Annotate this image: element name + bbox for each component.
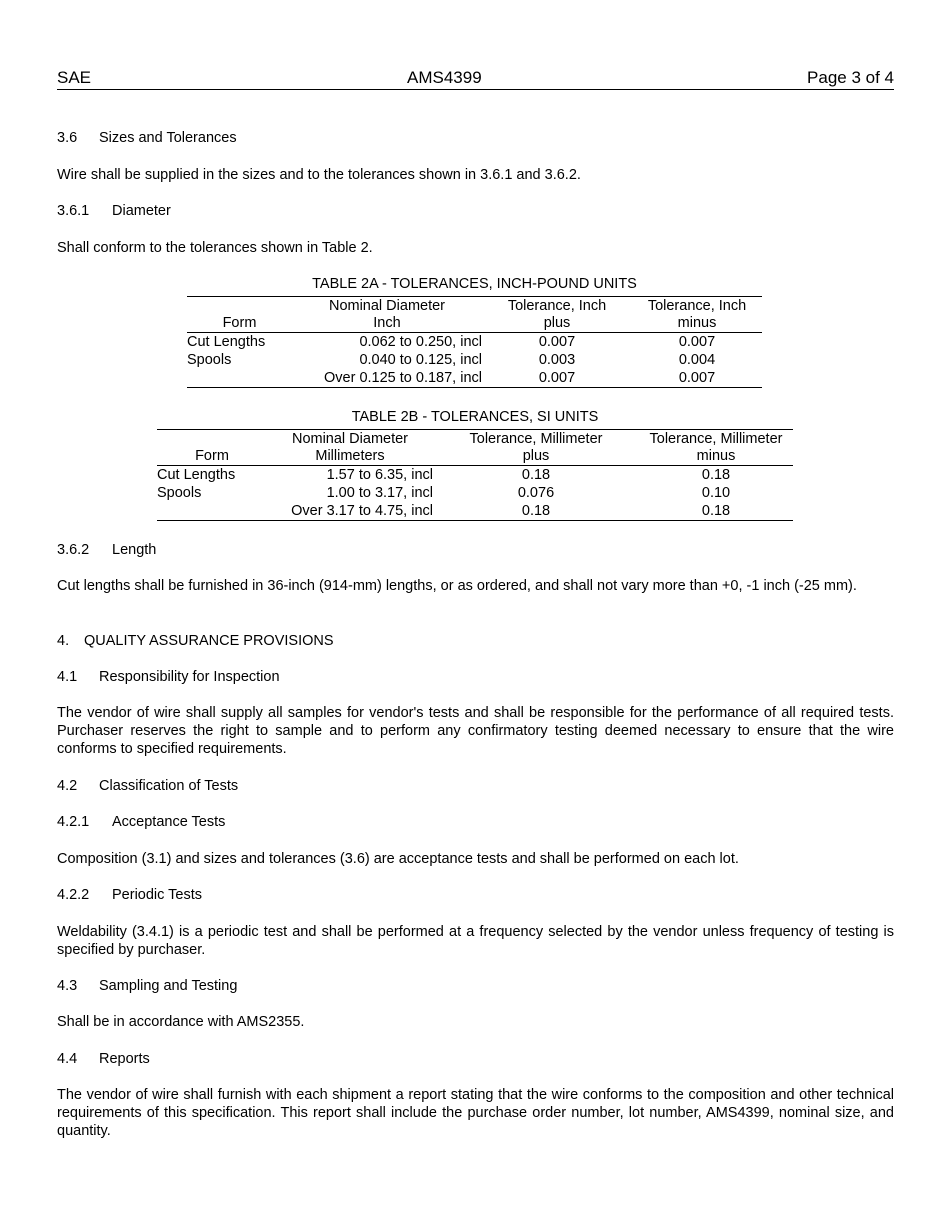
header-page-number: Page 3 of 4 (807, 68, 894, 87)
cell-form: Spools (157, 485, 202, 501)
section-4-2-2-text: Weldability (3.4.1) is a periodic test and shall be performed at a frequency selected by the vendor unless frequency of testing is specified by purchaser. (57, 924, 894, 958)
table-row (187, 369, 762, 388)
cell-diameter: Over 3.17 to 4.75, incl (291, 503, 433, 519)
cell-plus: 0.076 (517, 485, 555, 501)
section-title: Periodic Tests (112, 887, 202, 903)
cell-minus: 0.004 (678, 352, 716, 368)
cell-diameter: Over 0.125 to 0.187, incl (324, 370, 482, 386)
table-2a-caption: TABLE 2A - TOLERANCES, INCH-POUND UNITS (312, 276, 637, 292)
cell-form (157, 502, 267, 521)
section-number: 3.6.2 (57, 542, 90, 558)
header-form: Form (195, 448, 229, 464)
table-row (157, 484, 793, 502)
section-4-2-1-text: Composition (3.1) and sizes and tolerances (3.6) are acceptance tests and shall be performed on each lot. (57, 851, 739, 867)
section-number: 4.1 (57, 669, 78, 685)
cell-minus: 0.18 (701, 503, 731, 519)
section-title: Sampling and Testing (99, 978, 238, 994)
section-title: QUALITY ASSURANCE PROVISIONS (84, 633, 334, 649)
header-tolerance-minus: Tolerance, Inch minus (647, 298, 747, 331)
cell-form: Cut Lengths (187, 334, 266, 350)
section-4-2-1-heading (57, 813, 894, 831)
cell-diameter: 1.00 to 3.17, incl (326, 485, 433, 501)
cell-diameter: 1.57 to 6.35, incl (326, 467, 433, 483)
cell-form: Spools (187, 352, 232, 368)
cell-plus: 0.007 (538, 334, 576, 350)
section-number: 4.2 (57, 778, 78, 794)
section-4-1-text: The vendor of wire shall supply all samples for vendor's tests and shall be responsible for the performance of all required tests. Purchaser reserves the right to sample and to perform any confirmatory testing deemed necessary to ensure that the wire conforms to specified requirements. (57, 705, 894, 757)
section-4-4-heading (57, 1050, 894, 1068)
cell-plus: 0.003 (538, 352, 576, 368)
table-row (187, 333, 762, 352)
cell-minus: 0.18 (701, 467, 731, 483)
header-nominal-diameter: Nominal Diameter Inch (328, 298, 446, 331)
table-row (157, 502, 793, 521)
cell-minus: 0.007 (678, 370, 716, 386)
section-3-6-2-text: Cut lengths shall be furnished in 36-inch (914-mm) lengths, or as ordered, and shall not vary more than +0, -1 inch (-25 mm). (57, 578, 857, 594)
section-title: Acceptance Tests (112, 814, 226, 830)
cell-minus: 0.007 (678, 334, 716, 350)
header-tolerance-plus: Tolerance, Inch plus (507, 298, 607, 331)
table-2b-caption: TABLE 2B - TOLERANCES, SI UNITS (351, 409, 599, 425)
section-4-2-heading (57, 777, 894, 795)
section-number: 4.2.1 (57, 814, 90, 830)
section-4-4-text: The vendor of wire shall furnish with each shipment a report stating that the wire conforms to the composition and other technical requirements of this specification. This report shall include the purchase order number, lot number, AMS4399, nominal size, and quantity. (57, 1087, 894, 1139)
header-org: SAE (57, 68, 92, 87)
header-form: Form (222, 315, 257, 331)
header-tolerance-minus: Tolerance, Millimeter minus (649, 431, 783, 464)
header-tolerance-plus: Tolerance, Millimeter plus (469, 431, 603, 464)
cell-diameter: 0.040 to 0.125, incl (359, 352, 482, 368)
cell-form: Cut Lengths (157, 467, 236, 483)
section-number: 3.6 (57, 130, 78, 146)
section-4-heading (57, 632, 894, 650)
section-3-6-1-heading (57, 202, 894, 220)
table-2a (187, 275, 762, 388)
section-4-3-heading (57, 977, 894, 995)
cell-plus: 0.007 (538, 370, 576, 386)
table-row (187, 351, 762, 369)
section-3-6-2-heading (57, 541, 894, 559)
cell-minus: 0.10 (701, 485, 731, 501)
table-2b-header-row (157, 430, 793, 466)
header-nominal-diameter: Nominal Diameter Millimeters (291, 431, 409, 464)
section-title: Classification of Tests (99, 778, 239, 794)
header-doc-number: AMS4399 (407, 68, 482, 87)
section-title: Responsibility for Inspection (99, 669, 280, 685)
section-3-6-1-text: Shall conform to the tolerances shown in Table 2. (57, 240, 373, 256)
page-header (57, 68, 894, 90)
section-number: 4.2.2 (57, 887, 90, 903)
cell-plus: 0.18 (521, 503, 551, 519)
cell-diameter: 0.062 to 0.250, incl (359, 334, 482, 350)
section-number: 4.4 (57, 1051, 78, 1067)
section-3-6-text: Wire shall be supplied in the sizes and to the tolerances shown in 3.6.1 and 3.6.2. (57, 167, 581, 183)
cell-form (187, 369, 292, 388)
section-4-2-2-heading (57, 886, 894, 904)
table-2a-header-row (187, 297, 762, 333)
section-title: Reports (99, 1051, 150, 1067)
section-3-6-heading (57, 129, 894, 147)
cell-plus: 0.18 (521, 467, 551, 483)
section-title: Sizes and Tolerances (99, 130, 237, 146)
table-2b (157, 408, 793, 521)
section-number: 4. (57, 633, 70, 649)
table-row (157, 466, 793, 485)
section-number: 4.3 (57, 978, 78, 994)
section-title: Diameter (112, 203, 171, 219)
section-title: Length (112, 542, 157, 558)
section-number: 3.6.1 (57, 203, 90, 219)
section-4-3-text: Shall be in accordance with AMS2355. (57, 1014, 305, 1030)
section-4-1-heading (57, 668, 894, 686)
